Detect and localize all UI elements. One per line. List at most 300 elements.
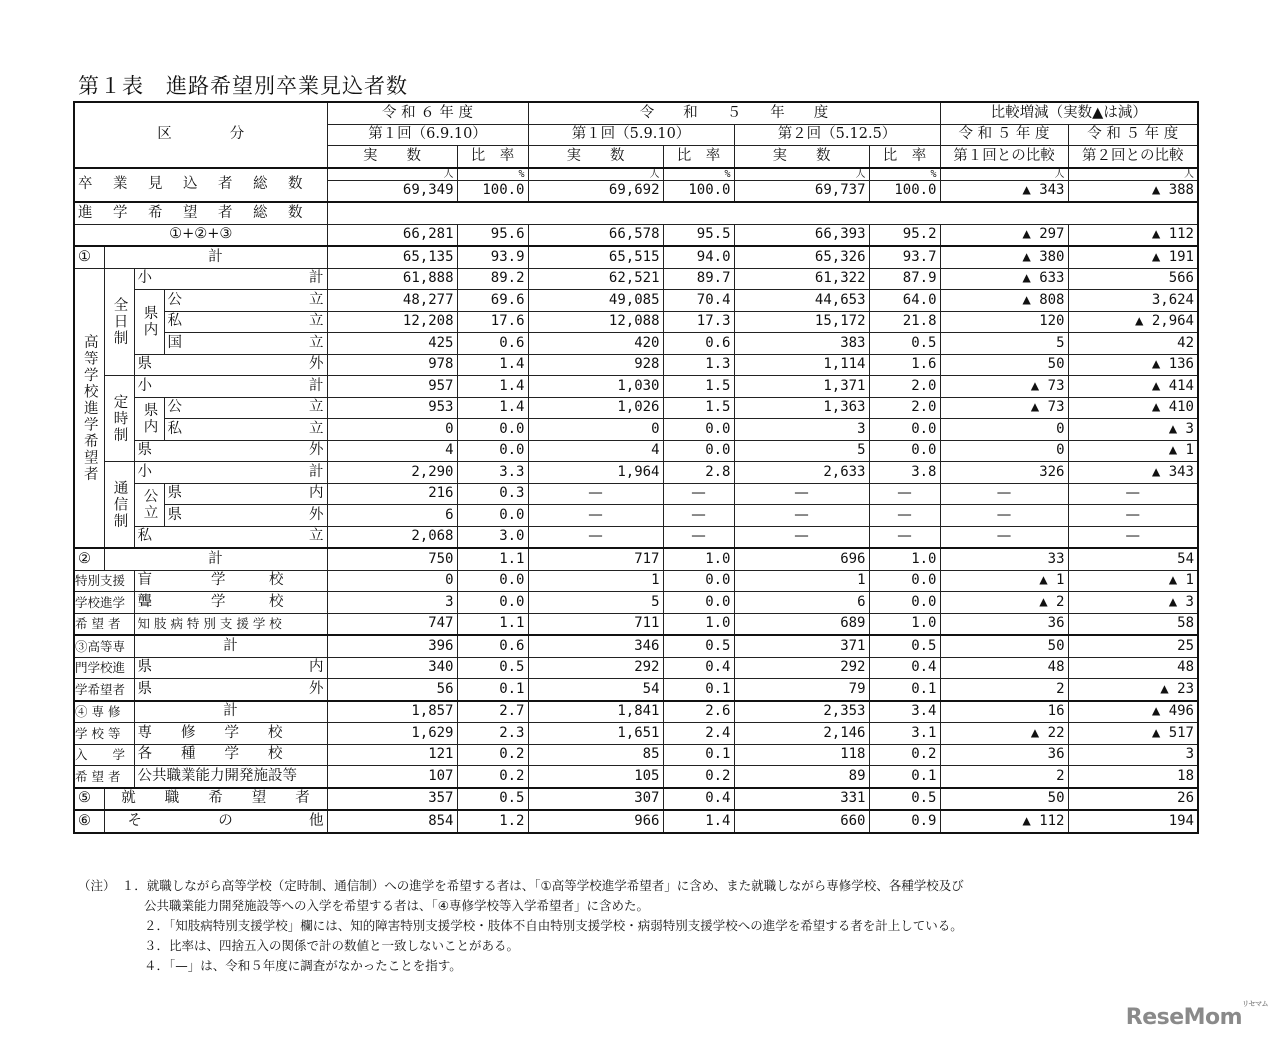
- cell-s_shi-5: —: [869, 526, 940, 548]
- cell-s_kn-3: —: [663, 483, 734, 505]
- cell-t_gai-2: 4: [528, 440, 663, 462]
- header-r5-2: 第２回（5.12.5）: [734, 124, 940, 146]
- cell-t_gai-4: 5: [734, 440, 869, 462]
- row-mou: [74, 570, 1198, 592]
- cell-shitai-1: 1.1: [457, 613, 528, 635]
- label-z-gai: 県 外: [134, 354, 327, 376]
- cell-k1-0: 65,135: [327, 246, 457, 268]
- cell-s_kg-6: —: [940, 505, 1068, 527]
- row-z-gai: [74, 354, 1198, 376]
- cell-z_shi-2: 12,088: [528, 311, 663, 333]
- row-z-shi: [74, 311, 1198, 333]
- row-s-sho: [74, 462, 1198, 484]
- row-z-ko: [74, 290, 1198, 312]
- cell-kakushu-7: 3: [1068, 744, 1198, 766]
- cell-z_gai-0: 978: [327, 354, 457, 376]
- cell-k5-0: 357: [327, 788, 457, 811]
- label-kosen2: 門学校進: [74, 657, 134, 679]
- cell-s_sho-1: 3.3: [457, 462, 528, 484]
- cell-k2-2: 717: [528, 548, 663, 570]
- cell-k3_nai-2: 292: [528, 657, 663, 679]
- cell-k3_gai-0: 56: [327, 679, 457, 701]
- cell-k5-3: 0.4: [663, 788, 734, 811]
- cell-senshu-2: 1,651: [528, 723, 663, 745]
- cell-t_ko-3: 1.5: [663, 397, 734, 419]
- cell-t_gai-0: 4: [327, 440, 457, 462]
- cell-z_sho-2: 62,521: [528, 268, 663, 290]
- page-title: 第１表 進路希望別卒業見込者数: [78, 74, 408, 98]
- cell-t_gai-6: 0: [940, 440, 1068, 462]
- cell-s_kn-0: 216: [327, 483, 457, 505]
- label-z-kennai: 県内: [134, 290, 164, 355]
- cell-senshu-4: 2,146: [734, 723, 869, 745]
- label-z-ko: 公 立: [164, 290, 327, 312]
- header-jissu: 実 数: [734, 146, 869, 168]
- cell-k3_gai-2: 54: [528, 679, 663, 701]
- cell-s_kn-1: 0.3: [457, 483, 528, 505]
- cell-shitai-0: 747: [327, 613, 457, 635]
- cell-t_shi-4: 3: [734, 419, 869, 441]
- cell-t_sho-2: 1,030: [528, 376, 663, 398]
- row-kakushu: [74, 744, 1198, 766]
- cell-z_shi-3: 17.3: [663, 311, 734, 333]
- cell-kakushu-3: 0.1: [663, 744, 734, 766]
- label-senshu4: 希 望 者: [74, 766, 134, 788]
- cell-k4-6: 16: [940, 701, 1068, 723]
- cell-t_shi-0: 0: [327, 419, 457, 441]
- cell-k3_nai-3: 0.4: [663, 657, 734, 679]
- cell-s_kn-6: —: [940, 483, 1068, 505]
- header-compare: 比較増減（実数▲は減）: [940, 102, 1198, 124]
- cell-z_gai-1: 1.4: [457, 354, 528, 376]
- cell-t_sho-6: ▲ 73: [940, 376, 1068, 398]
- cell-rou-2: 5: [528, 592, 663, 614]
- cell-s_kn-4: —: [734, 483, 869, 505]
- label-s-koritsu: 公立: [134, 483, 164, 526]
- label-mou: 盲 学 校: [134, 570, 327, 592]
- cell-z_shi-7: ▲ 2,964: [1068, 311, 1198, 333]
- cell-k3_nai-6: 48: [940, 657, 1068, 679]
- row-t-gai: [74, 440, 1198, 462]
- row-t-sho: [74, 376, 1198, 398]
- cell-k6-1: 1.2: [457, 810, 528, 833]
- cell-total-1: 100.0: [457, 180, 528, 202]
- cell-k2-7: 54: [1068, 548, 1198, 570]
- cell-shingaku-5: 95.2: [869, 224, 940, 246]
- cell-z_ko-4: 44,653: [734, 290, 869, 312]
- label-k4-kei: 計: [134, 701, 327, 723]
- cell-kakushu-4: 118: [734, 744, 869, 766]
- cell-k3-0: 396: [327, 635, 457, 657]
- cell-senshu-3: 2.4: [663, 723, 734, 745]
- cell-t_shi-1: 0.0: [457, 419, 528, 441]
- cell-z_gai-7: ▲ 136: [1068, 354, 1198, 376]
- cell-kokyo-4: 89: [734, 766, 869, 788]
- cell-z_koku-4: 383: [734, 333, 869, 355]
- cell-t_sho-0: 957: [327, 376, 457, 398]
- cell-z_ko-5: 64.0: [869, 290, 940, 312]
- cell-k3_gai-6: 2: [940, 679, 1068, 701]
- row-kokyo: [74, 766, 1198, 788]
- cell-kakushu-2: 85: [528, 744, 663, 766]
- cell-t_sho-1: 1.4: [457, 376, 528, 398]
- row-k4: [74, 701, 1198, 723]
- row-k3-nai: [74, 657, 1198, 679]
- cell-z_shi-5: 21.8: [869, 311, 940, 333]
- cell-k3-1: 0.6: [457, 635, 528, 657]
- main-table: [73, 101, 1199, 834]
- cell-senshu-5: 3.1: [869, 723, 940, 745]
- cell-mou-4: 1: [734, 570, 869, 592]
- cell-s_sho-4: 2,633: [734, 462, 869, 484]
- cell-s_kg-1: 0.0: [457, 505, 528, 527]
- note-1b: 公共職業能力開発施設等への入学を希望する者は、「④専修学校等入学希望者」に含めた。: [144, 898, 649, 913]
- cell-k3_nai-1: 0.5: [457, 657, 528, 679]
- cell-z_koku-6: 5: [940, 333, 1068, 355]
- row-k6: [74, 810, 1198, 833]
- cell-t_shi-3: 0.0: [663, 419, 734, 441]
- cell-z_ko-7: 3,624: [1068, 290, 1198, 312]
- cell-senshu-7: ▲ 517: [1068, 723, 1198, 745]
- row-k1: [74, 246, 1198, 268]
- cell-shitai-3: 1.0: [663, 613, 734, 635]
- cell-senshu-6: ▲ 22: [940, 723, 1068, 745]
- cell-t_sho-5: 2.0: [869, 376, 940, 398]
- row-t-ko: [74, 397, 1198, 419]
- cell-shitai-5: 1.0: [869, 613, 940, 635]
- cell-k1-2: 65,515: [528, 246, 663, 268]
- cell-s_kn-7: —: [1068, 483, 1198, 505]
- cell-s_kn-5: —: [869, 483, 940, 505]
- label-z-koku: 国 立: [164, 333, 327, 355]
- label-shushoku: 就 職 希 望 者: [104, 788, 327, 811]
- cell-total-6: ▲ 343: [940, 180, 1068, 202]
- label-kokyo: 公共職業能力開発施設等: [134, 766, 327, 788]
- cell-t_shi-5: 0.0: [869, 419, 940, 441]
- cell-shitai-6: 36: [940, 613, 1068, 635]
- cell-k3-6: 50: [940, 635, 1068, 657]
- cell-s_shi-4: —: [734, 526, 869, 548]
- cell-z_koku-0: 425: [327, 333, 457, 355]
- header-hiritsu: 比 率: [869, 146, 940, 168]
- label-senshu1: ④ 専 修: [74, 701, 134, 723]
- cell-rou-6: ▲ 2: [940, 592, 1068, 614]
- cell-z_sho-5: 87.9: [869, 268, 940, 290]
- row-z-sho: [74, 268, 1198, 290]
- cell-shingaku-2: 66,578: [528, 224, 663, 246]
- label-t-ko: 公 立: [164, 397, 327, 419]
- cell-shitai-4: 689: [734, 613, 869, 635]
- cell-z_sho-0: 61,888: [327, 268, 457, 290]
- cell-kokyo-3: 0.2: [663, 766, 734, 788]
- cell-k6-6: ▲ 112: [940, 810, 1068, 833]
- cell-z_koku-7: 42: [1068, 333, 1198, 355]
- cell-z_ko-3: 70.4: [663, 290, 734, 312]
- cell-s_shi-3: —: [663, 526, 734, 548]
- cell-s_shi-6: —: [940, 526, 1068, 548]
- resemom-logo: ReseMom$^{リセマム}$: [1125, 999, 1268, 1030]
- cell-k3_nai-7: 48: [1068, 657, 1198, 679]
- cell-k1-6: ▲ 380: [940, 246, 1068, 268]
- header-cmp1a: 令 和 ５ 年 度: [940, 124, 1068, 146]
- note-3: ３．比率は、四捨五入の関係で計の数値と一致しないことがある。: [144, 938, 520, 953]
- label-k2-kei: 計: [104, 548, 327, 570]
- cell-t_sho-7: ▲ 414: [1068, 376, 1198, 398]
- unit-row: 卒 業 見 込 者 総 数 人 % 人 % 人 % 人 人: [74, 168, 1198, 181]
- label-s-kengai: 県 外: [164, 505, 327, 527]
- cell-k2-6: 33: [940, 548, 1068, 570]
- cell-k2-0: 750: [327, 548, 457, 570]
- label-senshu2: 学 校 等: [74, 723, 134, 745]
- cell-k6-5: 0.9: [869, 810, 940, 833]
- cell-k5-7: 26: [1068, 788, 1198, 811]
- cell-k3-7: 25: [1068, 635, 1198, 657]
- cell-s_sho-5: 3.8: [869, 462, 940, 484]
- label-t-gai: 県 外: [134, 440, 327, 462]
- cell-kokyo-5: 0.1: [869, 766, 940, 788]
- cell-s_sho-3: 2.8: [663, 462, 734, 484]
- cell-k3_gai-1: 0.1: [457, 679, 528, 701]
- cell-shingaku-4: 66,393: [734, 224, 869, 246]
- row-rou: [74, 592, 1198, 614]
- header-cmp2a: 令 和 ５ 年 度: [1068, 124, 1198, 146]
- cell-rou-1: 0.0: [457, 592, 528, 614]
- cell-kokyo-6: 2: [940, 766, 1068, 788]
- cell-rou-0: 3: [327, 592, 457, 614]
- cell-z_koku-3: 0.6: [663, 333, 734, 355]
- label-sotsugyo: 卒 業 見 込 者 総 数: [74, 168, 327, 203]
- cell-t_shi-6: 0: [940, 419, 1068, 441]
- cell-k3_gai-3: 0.1: [663, 679, 734, 701]
- header-jissu: 実 数: [327, 146, 457, 168]
- cell-z_koku-1: 0.6: [457, 333, 528, 355]
- cell-shingaku-7: ▲ 112: [1068, 224, 1198, 246]
- cell-s_sho-0: 2,290: [327, 462, 457, 484]
- cell-k3_nai-5: 0.4: [869, 657, 940, 679]
- header-kubun: 区 分: [74, 102, 327, 168]
- cell-k3-2: 346: [528, 635, 663, 657]
- cell-mou-6: ▲ 1: [940, 570, 1068, 592]
- cell-z_ko-0: 48,277: [327, 290, 457, 312]
- cell-k3_gai-5: 0.1: [869, 679, 940, 701]
- cell-k4-3: 2.6: [663, 701, 734, 723]
- cell-k5-6: 50: [940, 788, 1068, 811]
- cell-k4-4: 2,353: [734, 701, 869, 723]
- cell-s_shi-1: 3.0: [457, 526, 528, 548]
- cell-total-7: ▲ 388: [1068, 180, 1198, 202]
- cell-senshu-0: 1,629: [327, 723, 457, 745]
- cell-z_sho-1: 89.2: [457, 268, 528, 290]
- cell-kokyo-2: 105: [528, 766, 663, 788]
- cell-k3_nai-0: 340: [327, 657, 457, 679]
- label-k1-kei: 計: [104, 246, 327, 268]
- cell-k1-4: 65,326: [734, 246, 869, 268]
- label-circ1: ①: [74, 246, 104, 268]
- label-k3-kei: 計: [134, 635, 327, 657]
- cell-z_gai-5: 1.6: [869, 354, 940, 376]
- cell-z_ko-2: 49,085: [528, 290, 663, 312]
- cell-z_koku-5: 0.5: [869, 333, 940, 355]
- cell-kakushu-5: 0.2: [869, 744, 940, 766]
- cell-k5-4: 331: [734, 788, 869, 811]
- cell-k6-3: 1.4: [663, 810, 734, 833]
- cell-shitai-2: 711: [528, 613, 663, 635]
- cell-k5-5: 0.5: [869, 788, 940, 811]
- label-tokubetsu2: 学校進学: [74, 592, 134, 614]
- row-s-kn: [74, 483, 1198, 505]
- cell-k2-5: 1.0: [869, 548, 940, 570]
- cell-k1-3: 94.0: [663, 246, 734, 268]
- label-k3-gai: 県 外: [134, 679, 327, 701]
- row-shingaku: [74, 224, 1198, 246]
- header-r6: 令 和 ６ 年 度: [327, 102, 528, 124]
- label-koto: 高等学校進学希望者: [74, 268, 104, 548]
- cell-s_kg-2: —: [528, 505, 663, 527]
- cell-k2-1: 1.1: [457, 548, 528, 570]
- cell-t_ko-0: 953: [327, 397, 457, 419]
- cell-k6-2: 966: [528, 810, 663, 833]
- cell-z_sho-4: 61,322: [734, 268, 869, 290]
- cell-total-0: 69,349: [327, 180, 457, 202]
- cell-k3_gai-4: 79: [734, 679, 869, 701]
- cell-mou-5: 0.0: [869, 570, 940, 592]
- row-senshu: [74, 723, 1198, 745]
- cell-senshu-1: 2.3: [457, 723, 528, 745]
- cell-z_ko-6: ▲ 808: [940, 290, 1068, 312]
- cell-k1-1: 93.9: [457, 246, 528, 268]
- cell-z_shi-0: 12,208: [327, 311, 457, 333]
- cell-t_gai-7: ▲ 1: [1068, 440, 1198, 462]
- cell-mou-7: ▲ 1: [1068, 570, 1198, 592]
- cell-s_kg-4: —: [734, 505, 869, 527]
- cell-rou-3: 0.0: [663, 592, 734, 614]
- label-t-kennai: 県内: [134, 397, 164, 440]
- cell-mou-2: 1: [528, 570, 663, 592]
- cell-t_shi-2: 0: [528, 419, 663, 441]
- header-r5: 令 和 ５ 年 度: [528, 102, 940, 124]
- cell-t_gai-1: 0.0: [457, 440, 528, 462]
- header-row-1: [74, 102, 1198, 124]
- cell-k3-5: 0.5: [869, 635, 940, 657]
- label-circ2: ②: [74, 548, 104, 570]
- cell-s_kn-2: —: [528, 483, 663, 505]
- cell-t_ko-7: ▲ 410: [1068, 397, 1198, 419]
- note-2: ２．「知肢病特別支援学校」欄には、知的障害特別支援学校・肢体不自由特別支援学校・病弱特別支援学校への進学を希望する者を計上している。: [144, 918, 963, 933]
- label-teiji: 定時制: [104, 376, 134, 462]
- label-tokubetsu1: 特別支援: [74, 570, 134, 592]
- cell-k3_gai-7: ▲ 23: [1068, 679, 1198, 701]
- label-z-shi: 私 立: [164, 311, 327, 333]
- label-senshu3: 入 学: [74, 744, 134, 766]
- row-s-kg: [74, 505, 1198, 527]
- cell-z_gai-4: 1,114: [734, 354, 869, 376]
- cell-s_sho-7: ▲ 343: [1068, 462, 1198, 484]
- cell-k4-1: 2.7: [457, 701, 528, 723]
- label-s-shokei: 小 計: [134, 462, 327, 484]
- cell-k5-2: 307: [528, 788, 663, 811]
- note-1a: （注） １．就職しながら高等学校（定時制、通信制）への進学を希望する者は、「①高等学校進学希望者」に含め、また就職しながら専修学校、各種学校及び: [78, 878, 964, 893]
- header-hiritsu: 比 率: [663, 146, 734, 168]
- cell-k4-0: 1,857: [327, 701, 457, 723]
- cell-z_ko-1: 69.6: [457, 290, 528, 312]
- note-4: ４．「—」は、令和５年度に調査がなかったことを指す。: [144, 958, 462, 973]
- header-r6-1: 第１回（6.9.10）: [327, 124, 528, 146]
- row-shitai: [74, 613, 1198, 635]
- cell-k3-4: 371: [734, 635, 869, 657]
- cell-s_shi-0: 2,068: [327, 526, 457, 548]
- cell-total-2: 69,692: [528, 180, 663, 202]
- cell-t_ko-2: 1,026: [528, 397, 663, 419]
- label-tokubetsu3: 希 望 者: [74, 613, 134, 635]
- header-cmp2b: 第２回との比較: [1068, 146, 1198, 168]
- label-senshugakko: 専 修 学 校: [134, 723, 327, 745]
- label-s-shi: 私 立: [134, 526, 327, 548]
- header-cmp1b: 第１回との比較: [940, 146, 1068, 168]
- cell-kokyo-0: 107: [327, 766, 457, 788]
- cell-kokyo-7: 18: [1068, 766, 1198, 788]
- cell-z_koku-2: 420: [528, 333, 663, 355]
- cell-t_sho-3: 1.5: [663, 376, 734, 398]
- cell-t_ko-6: ▲ 73: [940, 397, 1068, 419]
- row-s-shi: [74, 526, 1198, 548]
- label-kosen3: 学希望者: [74, 679, 134, 701]
- cell-kokyo-1: 0.2: [457, 766, 528, 788]
- header-hiritsu: 比 率: [457, 146, 528, 168]
- cell-k2-3: 1.0: [663, 548, 734, 570]
- cell-z_gai-6: 50: [940, 354, 1068, 376]
- cell-s_kg-7: —: [1068, 505, 1198, 527]
- cell-k4-2: 1,841: [528, 701, 663, 723]
- cell-rou-5: 0.0: [869, 592, 940, 614]
- cell-s_shi-7: —: [1068, 526, 1198, 548]
- label-s-kennai: 県 内: [164, 483, 327, 505]
- label-zennichi: 全日制: [104, 268, 134, 376]
- cell-kakushu-0: 121: [327, 744, 457, 766]
- label-shingaku-sub: ①+②+③: [74, 224, 327, 246]
- cell-z_sho-6: ▲ 633: [940, 268, 1068, 290]
- row-shingaku-label: [74, 202, 1198, 224]
- cell-s_kg-5: —: [869, 505, 940, 527]
- cell-kakushu-1: 0.2: [457, 744, 528, 766]
- cell-s_kg-0: 6: [327, 505, 457, 527]
- cell-k3-3: 0.5: [663, 635, 734, 657]
- cell-z_shi-4: 15,172: [734, 311, 869, 333]
- cell-k6-7: 194: [1068, 810, 1198, 833]
- header-r5-1: 第１回（5.9.10）: [528, 124, 734, 146]
- row-z-koku: [74, 333, 1198, 355]
- cell-s_sho-6: 326: [940, 462, 1068, 484]
- cell-shitai-7: 58: [1068, 613, 1198, 635]
- label-z-shokei: 小 計: [134, 268, 327, 290]
- notes: [78, 876, 964, 976]
- cell-t_ko-5: 2.0: [869, 397, 940, 419]
- cell-shingaku-3: 95.5: [663, 224, 734, 246]
- cell-rou-4: 6: [734, 592, 869, 614]
- label-rou: 聾 学 校: [134, 592, 327, 614]
- cell-k3_nai-4: 292: [734, 657, 869, 679]
- cell-kakushu-6: 36: [940, 744, 1068, 766]
- cell-k6-0: 854: [327, 810, 457, 833]
- cell-s_shi-2: —: [528, 526, 663, 548]
- cell-t_ko-4: 1,363: [734, 397, 869, 419]
- label-t-shokei: 小 計: [134, 376, 327, 398]
- cell-t_gai-3: 0.0: [663, 440, 734, 462]
- cell-shingaku-1: 95.6: [457, 224, 528, 246]
- row-k3: [74, 635, 1198, 657]
- cell-t_shi-7: ▲ 3: [1068, 419, 1198, 441]
- label-k3-nai: 県 内: [134, 657, 327, 679]
- cell-t_ko-1: 1.4: [457, 397, 528, 419]
